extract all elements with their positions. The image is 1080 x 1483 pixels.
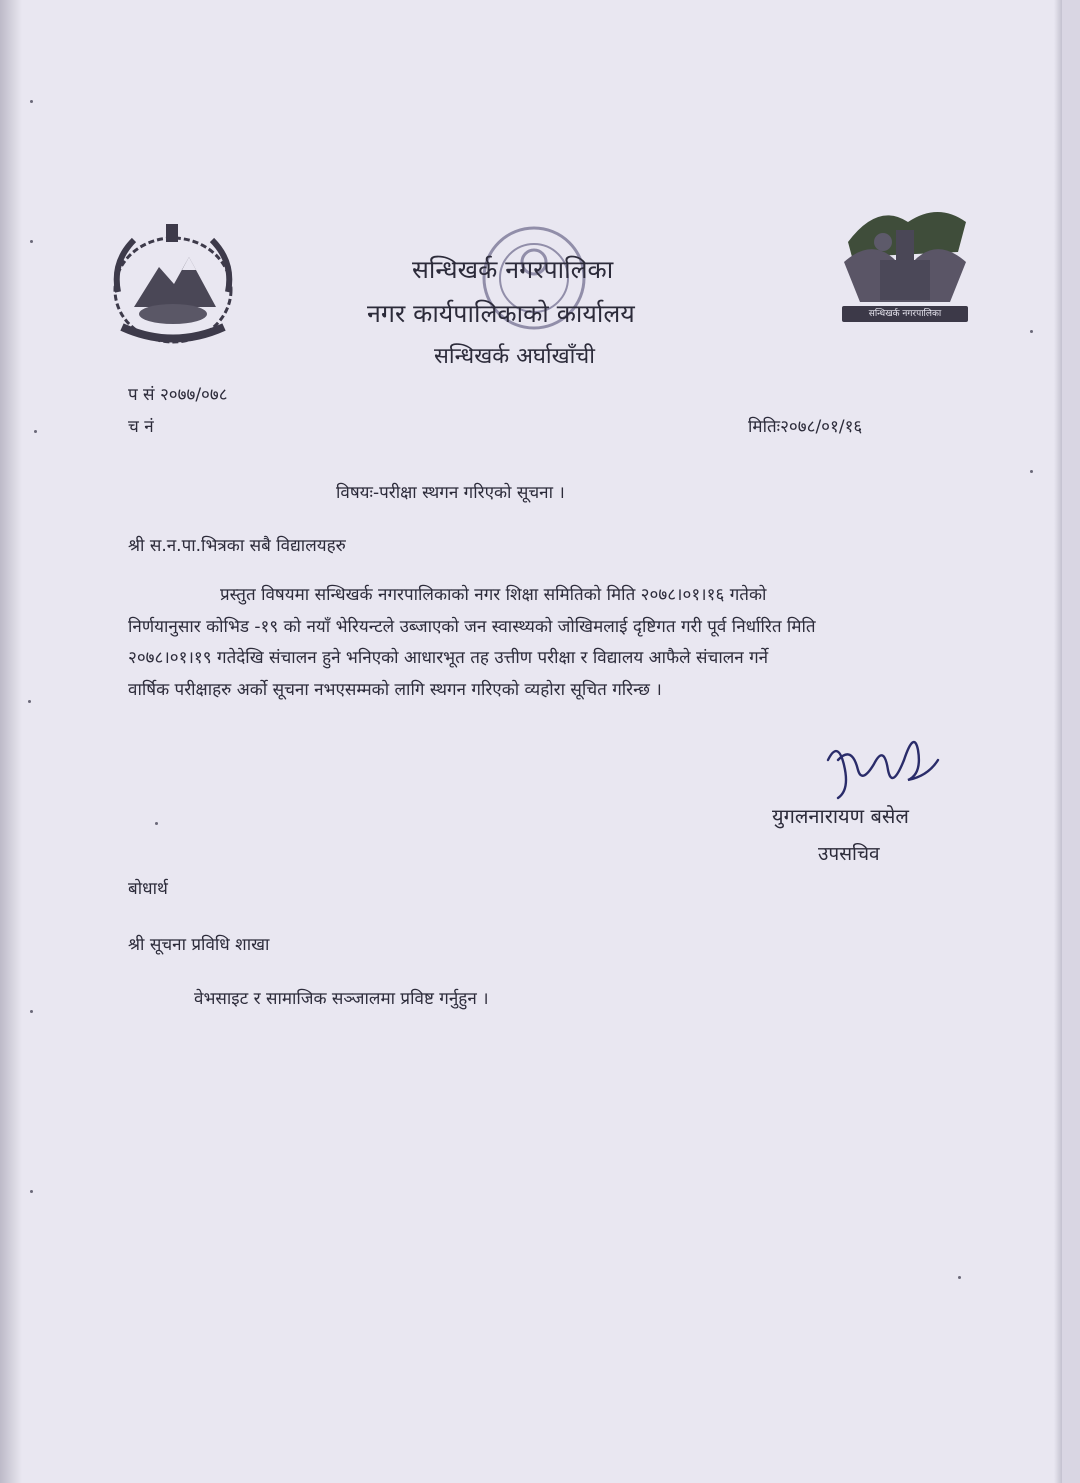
nepal-government-emblem-icon bbox=[104, 222, 242, 348]
scan-speck bbox=[155, 822, 158, 825]
municipality-logo-icon bbox=[838, 202, 972, 326]
body-line: वार्षिक परीक्षाहरु अर्को सूचना नभएसम्मको लागि स्थगन गरिएको व्यहोरा सूचित गरिन्छ । bbox=[128, 679, 662, 700]
letter-number: प सं २०७७/०७८ bbox=[128, 385, 228, 405]
addressee: श्री स.न.पा.भित्रका सबै विद्यालयहरु bbox=[128, 536, 346, 556]
scan-speck bbox=[958, 1276, 961, 1279]
dispatch-number: च नं bbox=[128, 417, 154, 437]
scan-speck bbox=[30, 1010, 33, 1013]
signatory-title: उपसचिव bbox=[818, 843, 880, 865]
subject-line: विषयः-परीक्षा स्थगन गरिएको सूचना । bbox=[336, 483, 565, 503]
scan-right-edge bbox=[1054, 0, 1062, 1483]
office-name: नगर कार्यपालिकाको कार्यालय bbox=[367, 299, 635, 328]
bodhartha-recipient: श्री सूचना प्रविधि शाखा bbox=[128, 935, 270, 955]
scan-speck bbox=[30, 240, 33, 243]
bodhartha-instruction: वेभसाइट र सामाजिक सञ्जालमा प्रविष्ट गर्नुहुन । bbox=[194, 989, 489, 1009]
body-line: निर्णयानुसार कोभिड -१९ को नयाँ भेरियन्टले उब्जाएको जन स्वास्थ्यको जोखिमलाई दृष्टिगत गरी पूर्व निर्धारित मिति bbox=[128, 616, 816, 637]
scan-speck bbox=[1030, 330, 1033, 333]
scan-left-edge bbox=[0, 0, 22, 1483]
municipality-name: सन्धिखर्क नगरपालिका bbox=[412, 255, 614, 284]
scan-speck bbox=[34, 430, 37, 433]
scan-speck bbox=[1030, 470, 1033, 473]
body-line: प्रस्तुत विषयमा सन्धिखर्क नगरपालिकाको नगर शिक्षा समितिको मिति २०७८।०१।१६ गतेको bbox=[220, 585, 767, 605]
body-line: २०७८।०१।१९ गतेदेखि संचालन हुने भनिएको आधारभूत तह उत्तीण परीक्षा र विद्यालय आफैले संचालन गर्ने bbox=[128, 648, 769, 668]
office-location: सन्धिखर्क अर्घाखाँची bbox=[434, 344, 595, 369]
handwritten-signature-icon bbox=[818, 720, 942, 806]
scan-speck bbox=[30, 1190, 33, 1193]
signatory-name: युगलनारायण बसेल bbox=[772, 804, 909, 828]
bodhartha-label: बोधार्थ bbox=[128, 879, 168, 899]
body-paragraph bbox=[128, 580, 940, 706]
letter-date: मितिः२०७८/०१/१६ bbox=[748, 417, 863, 437]
logo-caption: सन्धिखर्क नगरपालिका bbox=[868, 309, 942, 319]
scan-speck bbox=[28, 700, 31, 703]
scan-speck bbox=[30, 100, 33, 103]
